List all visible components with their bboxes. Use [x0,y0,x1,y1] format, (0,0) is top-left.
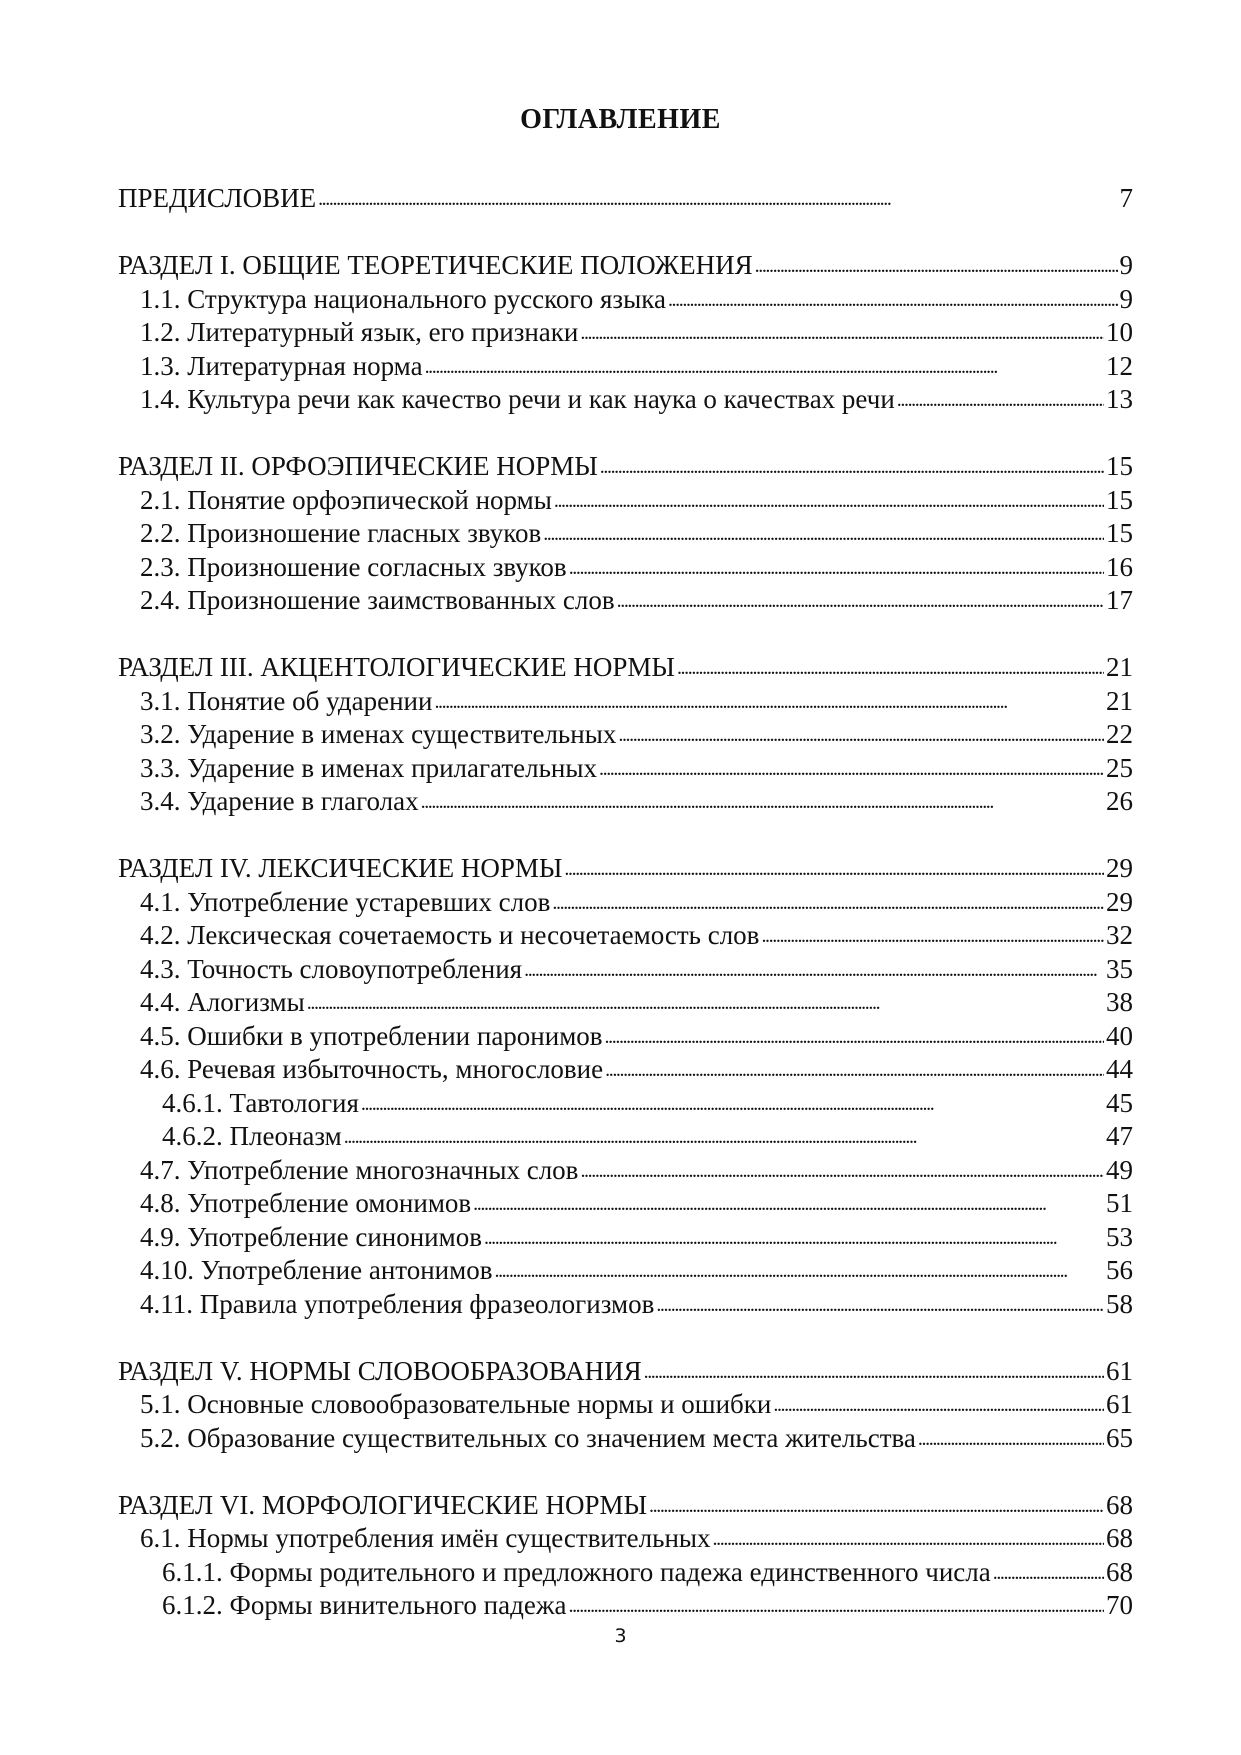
toc-subsection-entry[interactable] [118,752,1133,786]
toc-dot-leader [307,984,1104,1021]
toc-dot-leader [993,1554,1104,1591]
toc-subsection-entry[interactable] [118,1087,1133,1121]
toc-dot-leader [552,884,1104,921]
toc-entry-label: 4.1. Употребление устаревших слов [140,886,551,917]
toc-entry-page: 12 [1106,350,1133,381]
toc-subsection-entry[interactable] [118,1187,1133,1221]
toc-entry-page: 70 [1106,1590,1133,1620]
table-of-contents [118,182,1133,1623]
toc-entry-label: 2.1. Понятие орфоэпической нормы [140,484,552,515]
toc-entry-page: 49 [1106,1154,1133,1185]
toc-subsection-entry[interactable] [118,1556,1133,1590]
toc-entry-page: 15 [1106,518,1133,548]
toc-chapter-entry[interactable] [118,1489,1133,1523]
toc-dot-leader [617,582,1104,619]
toc-entry-label: 3.2. Ударение в именах существительных [140,719,617,749]
toc-subsection-entry[interactable] [118,283,1133,317]
toc-chapter-entry[interactable] [118,852,1133,886]
toc-entry-page: 35 [1106,953,1133,984]
toc-entry-page: 17 [1106,585,1133,615]
toc-subsection-entry[interactable] [118,484,1133,518]
toc-dot-leader [644,1353,1104,1390]
toc-chapter-entry[interactable] [118,450,1133,484]
toc-entry-label: 4.5. Ошибки в употреблении паронимов [140,1020,603,1051]
toc-subsection-entry[interactable] [118,383,1133,417]
toc-entry-page: 15 [1106,451,1133,481]
toc-subsection-entry[interactable] [118,919,1133,953]
toc-entry-label: 4.11. Правила употребления фразеологизмов [140,1288,655,1319]
toc-entry-label: 4.9. Употребление синонимов [140,1221,482,1252]
toc-entry-label: 3.3. Ударение в именах прилагательных [140,752,597,783]
toc-entry-page: 38 [1106,987,1133,1017]
toc-subsection-entry[interactable] [118,1589,1133,1623]
toc-section [118,651,1133,819]
toc-dot-leader [600,448,1104,485]
toc-subsection-entry[interactable] [118,986,1133,1020]
toc-dot-leader [656,1286,1104,1323]
toc-dot-leader [897,381,1104,418]
toc-entry-page: 29 [1106,853,1133,883]
toc-entry-label: 2.3. Произношение согласных звуков [140,551,567,582]
toc-entry-label: 3.1. Понятие об ударении [140,685,433,716]
toc-section [118,852,1133,1321]
toc-subsection-entry[interactable] [118,1221,1133,1255]
toc-chapter-entry[interactable] [118,249,1133,283]
toc-entry-page: 25 [1106,752,1133,783]
toc-entry-page: 13 [1106,384,1133,414]
toc-entry-page: 21 [1106,652,1133,682]
toc-dot-leader [494,1252,1104,1289]
toc-dot-leader [543,515,1104,552]
toc-chapter-entry[interactable] [118,1355,1133,1389]
toc-subsection-entry[interactable] [118,1288,1133,1322]
toc-entry-page: 45 [1106,1087,1133,1118]
toc-entry-page: 68 [1106,1489,1133,1520]
toc-subsection-entry[interactable] [118,1020,1133,1054]
toc-subsection-entry[interactable] [118,1053,1133,1087]
toc-entry-page: 26 [1106,786,1133,816]
toc-entry-label: РАЗДЕЛ I. ОБЩИЕ ТЕОРЕТИЧЕСКИЕ ПОЛОЖЕНИЯ [118,250,753,280]
toc-dot-leader [580,314,1104,351]
toc-entry-page: 53 [1106,1221,1133,1252]
toc-dot-leader [569,549,1104,586]
toc-subsection-entry[interactable] [118,886,1133,920]
toc-dot-leader [755,247,1118,284]
toc-dot-leader [918,1420,1104,1457]
toc-entry-page: 56 [1106,1255,1133,1285]
toc-entry-page: 21 [1106,685,1133,716]
toc-subsection-entry[interactable] [118,551,1133,585]
toc-entry-page: 32 [1106,920,1133,950]
toc-entry-label: 4.6.1. Тавтология [162,1087,359,1118]
page-number: 3 [614,1625,627,1647]
toc-entry-label: РАЗДЕЛ III. АКЦЕНТОЛОГИЧЕСКИЕ НОРМЫ [118,652,675,682]
toc-dot-leader [318,180,1117,217]
toc-entry-label: 1.2. Литературный язык, его признаки [140,317,579,347]
toc-subsection-entry[interactable] [118,584,1133,618]
toc-entry-page: 9 [1119,250,1133,280]
toc-section [118,1355,1133,1456]
toc-subsection-entry[interactable] [118,953,1133,987]
toc-dot-leader [761,917,1104,954]
toc-entry-label: РАЗДЕЛ IV. ЛЕКСИЧЕСКИЕ НОРМЫ [118,853,563,883]
toc-subsection-entry[interactable] [118,718,1133,752]
toc-dot-leader [773,1386,1104,1423]
toc-subsection-entry[interactable] [118,685,1133,719]
toc-subsection-entry[interactable] [118,1522,1133,1556]
toc-entry-label: 4.8. Употребление омонимов [140,1188,472,1218]
toc-chapter-entry[interactable] [118,651,1133,685]
toc-entry-label: 4.6.2. Плеоназм [162,1121,342,1151]
toc-entry-page: 65 [1106,1422,1133,1453]
toc-dot-leader [649,1487,1104,1524]
toc-entry-label: 1.3. Литературная норма [140,350,423,381]
toc-dot-leader [677,649,1104,686]
toc-entry-page: 61 [1106,1355,1133,1386]
toc-entry-label: 5.2. Образование существительных со значением места жительства [140,1422,916,1453]
toc-entry-label: 4.7. Употребление многозначных слов [140,1154,579,1185]
toc-subsection-entry[interactable] [118,1422,1133,1456]
toc-entry-label: 1.4. Культура речи как качество речи и как наука о качествах речи [140,384,895,414]
toc-dot-leader [484,1219,1104,1256]
toc-dot-leader [713,1520,1104,1557]
toc-entry-label: 2.2. Произношение гласных звуков [140,518,542,548]
toc-entry-page: 47 [1106,1121,1133,1151]
toc-dot-leader [344,1118,1104,1155]
toc-dot-leader [668,281,1118,318]
toc-entry-label: 6.1. Нормы употребления имён существительных [140,1523,711,1553]
toc-entry-page: 58 [1106,1288,1133,1319]
toc-subsection-entry[interactable] [118,1254,1133,1288]
toc-entry-page: 68 [1106,1523,1133,1553]
toc-entry-page: 68 [1106,1556,1133,1587]
toc-dot-leader [434,683,1104,720]
toc-dot-leader [554,482,1104,519]
toc-dot-leader [361,1085,1104,1122]
toc-dot-leader [473,1185,1104,1222]
toc-chapter-entry[interactable] [118,182,1133,216]
toc-entry-page: 44 [1106,1054,1133,1084]
toc-entry-label: РАЗДЕЛ II. ОРФОЭПИЧЕСКИЕ НОРМЫ [118,451,598,481]
toc-entry-label: 4.2. Лексическая сочетаемость и несочетаемость слов [140,920,760,950]
toc-entry-label: 4.4. Алогизмы [140,987,305,1017]
toc-entry-page: 61 [1106,1389,1133,1419]
toc-dot-leader [564,850,1104,887]
toc-dot-leader [568,1587,1104,1624]
toc-entry-page: 51 [1106,1188,1133,1218]
toc-subsection-entry[interactable] [118,316,1133,350]
toc-entry-label: 5.1. Основные словообразовательные нормы и ошибки [140,1389,772,1419]
toc-subsection-entry[interactable] [118,785,1133,819]
toc-entry-label: 1.1. Структура национального русского языка [140,283,666,314]
toc-entry-page: 9 [1119,283,1133,314]
toc-entry-label: РАЗДЕЛ VI. МОРФОЛОГИЧЕСКИЕ НОРМЫ [118,1489,648,1520]
toc-entry-page: 29 [1106,886,1133,917]
toc-entry-page: 10 [1106,317,1133,347]
toc-section [118,249,1133,417]
toc-entry-page: 22 [1106,719,1133,749]
toc-section [118,450,1133,618]
toc-entry-label: 6.1.2. Формы винительного падежа [162,1590,567,1620]
toc-entry-page: 16 [1106,551,1133,582]
toc-entry-label: 4.10. Употребление антонимов [140,1255,493,1285]
page-title: ОГЛАВЛЕНИЕ [520,104,721,135]
toc-entry-label: 2.4. Произношение заимствованных слов [140,585,615,615]
toc-dot-leader [605,1051,1104,1088]
toc-dot-leader [421,783,1104,820]
toc-entry-label: 3.4. Ударение в глаголах [140,786,419,816]
toc-subsection-entry[interactable] [118,350,1133,384]
toc-entry-label: 4.3. Точность словоупотребления [140,953,523,984]
toc-entry-page: 7 [1119,183,1133,213]
toc-subsection-entry[interactable] [118,1154,1133,1188]
toc-dot-leader [580,1152,1104,1189]
toc-subsection-entry[interactable] [118,1388,1133,1422]
toc-dot-leader [618,716,1104,753]
toc-section [118,182,1133,216]
toc-entry-page: 40 [1106,1020,1133,1051]
toc-dot-leader [605,1018,1104,1055]
toc-dot-leader [524,951,1104,988]
toc-dot-leader [599,750,1104,787]
toc-entry-label: 4.6. Речевая избыточность, многословие [140,1054,604,1084]
toc-entry-page: 15 [1106,484,1133,515]
toc-subsection-entry[interactable] [118,517,1133,551]
toc-dot-leader [425,348,1104,385]
toc-section [118,1489,1133,1623]
toc-entry-label: ПРЕДИСЛОВИЕ [118,183,317,213]
toc-entry-label: 6.1.1. Формы родительного и предложного падежа единственного числа [162,1556,991,1587]
toc-subsection-entry[interactable] [118,1120,1133,1154]
toc-entry-label: РАЗДЕЛ V. НОРМЫ СЛОВООБРАЗОВАНИЯ [118,1355,642,1386]
